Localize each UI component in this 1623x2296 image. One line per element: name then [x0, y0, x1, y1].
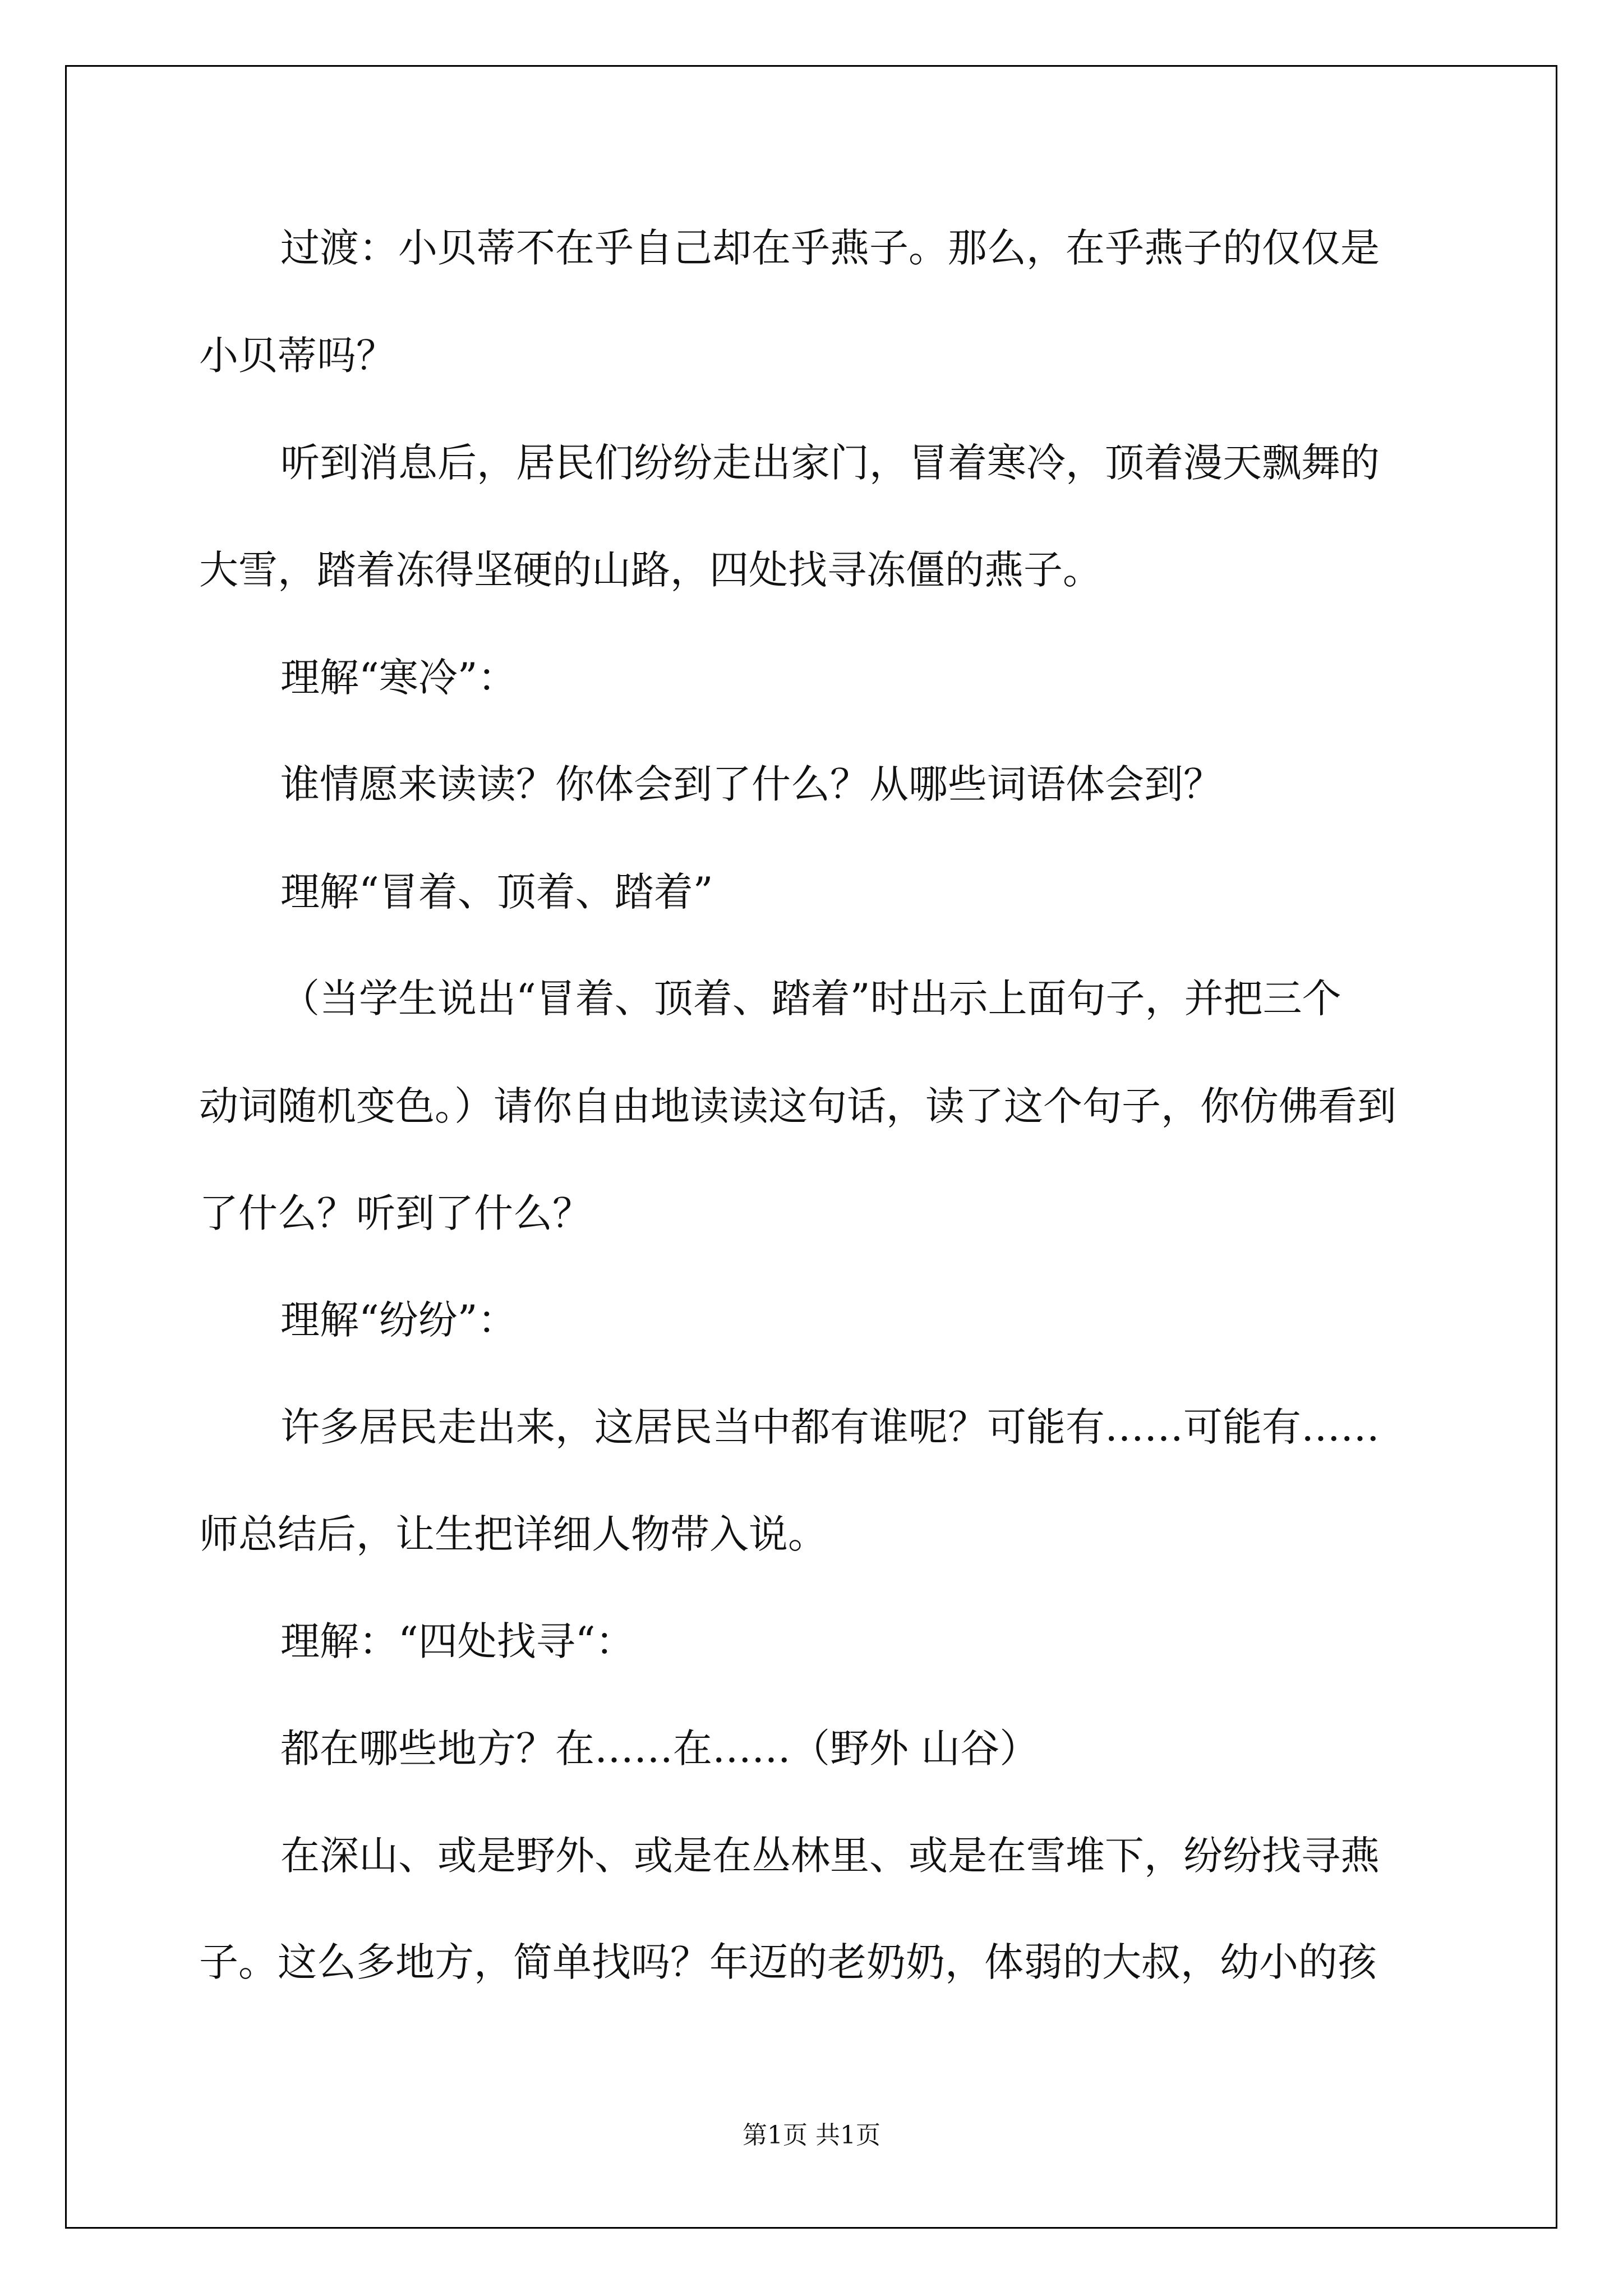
- paragraph-line: 理解“寒冷”：: [280, 655, 517, 701]
- page-number: 第1页 共1页: [743, 2121, 880, 2150]
- paragraph-line: 小贝蒂吗？: [199, 333, 395, 379]
- paragraph-line: 师总结后，让生把详细人物带入说。: [199, 1511, 827, 1557]
- page-border: [65, 65, 1557, 2229]
- paragraph-line: 过渡：小贝蒂不在乎自己却在乎燕子。那么，在乎燕子的仅仅是: [280, 225, 1380, 271]
- paragraph-line: 理解“纷纷”：: [280, 1297, 517, 1343]
- paragraph-line: 动词随机变色。）请你自由地读读这句话，读了这个句子，你仿佛看到: [199, 1083, 1396, 1129]
- paragraph-line: 子。这么多地方，简单找吗？年迈的老奶奶，体弱的大叔，幼小的孩: [199, 1939, 1377, 1985]
- paragraph-line: 在深山、或是野外、或是在丛林里、或是在雪堆下，纷纷找寻燕: [280, 1833, 1380, 1879]
- paragraph-line: 了什么？听到了什么？: [199, 1190, 592, 1236]
- paragraph-line: 理解：“四处找寻“：: [280, 1618, 635, 1664]
- paragraph-line: 大雪，踏着冻得坚硬的山路，四处找寻冻僵的燕子。: [199, 547, 1102, 593]
- paragraph-line: 许多居民走出来，这居民当中都有谁呢？可能有……可能有……: [280, 1404, 1380, 1450]
- paragraph-line: 听到消息后，居民们纷纷走出家门，冒着寒冷，顶着漫天飘舞的: [280, 440, 1380, 486]
- paragraph-line: 理解“冒着、顶着、踏着”: [280, 869, 713, 915]
- paragraph-line: （当学生说出“冒着、顶着、踏着”时出示上面句子，并把三个: [280, 976, 1341, 1022]
- paragraph-line: 谁情愿来读读？你体会到了什么？从哪些词语体会到？: [280, 761, 1223, 807]
- paragraph-line: 都在哪些地方？在……在……（野外 山谷）: [280, 1726, 1039, 1772]
